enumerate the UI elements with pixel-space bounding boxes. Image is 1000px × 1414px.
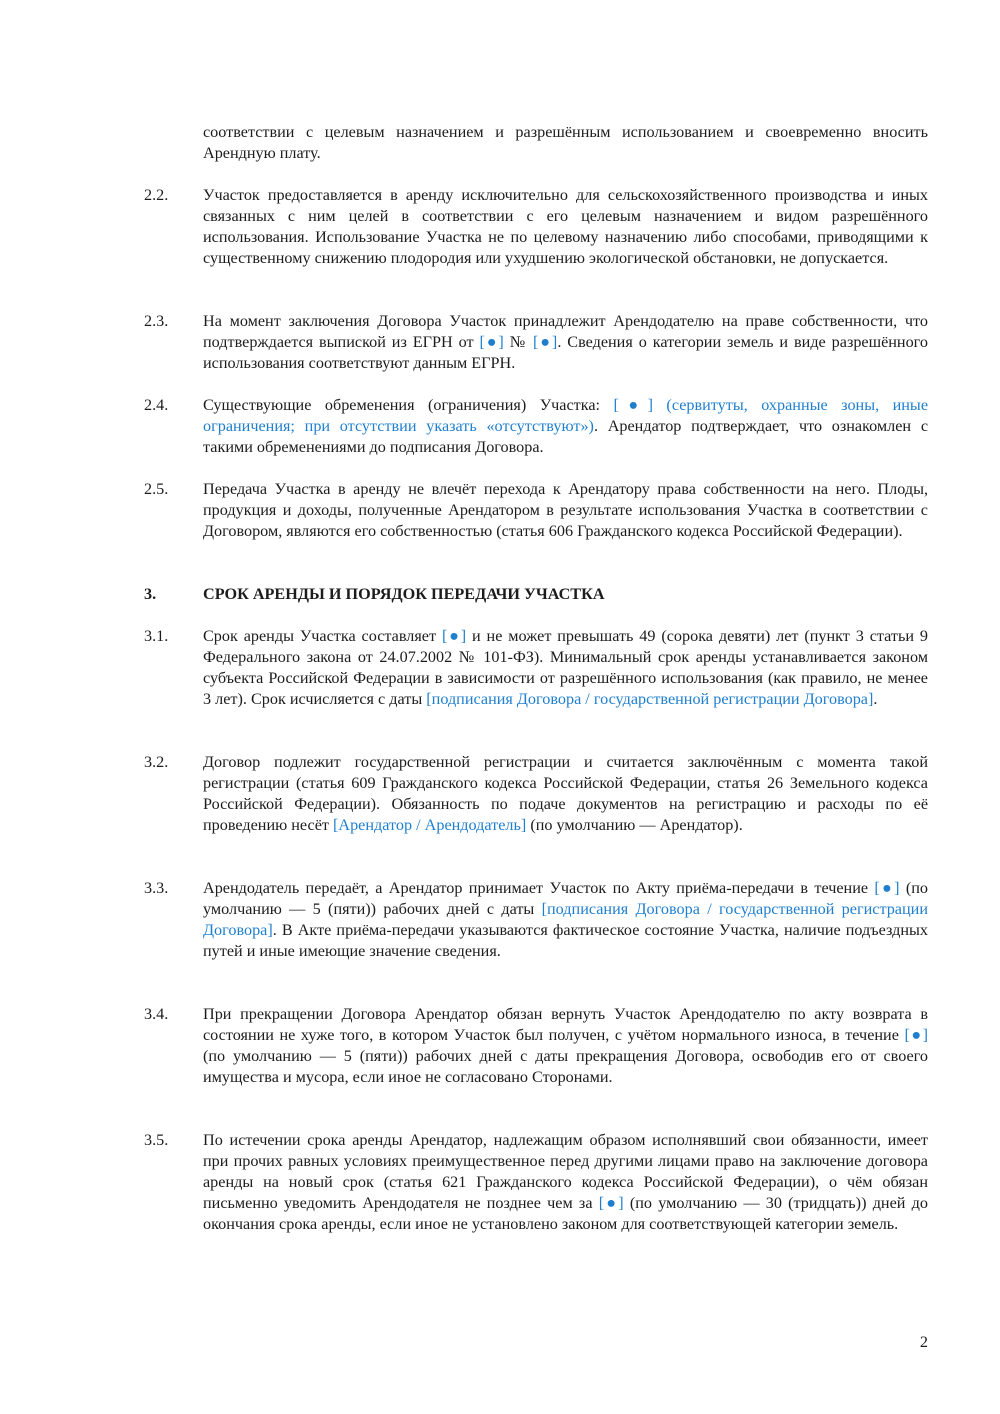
text-run: Участок предоставляется в аренду исключительно для сельскохозяйственного производства и иных связанных с ним целей в соответствии с его целевым назначением и видом разрешённого использования. Использование Участка не по целевому назначению либо способами, приводящими к существенному снижению плодородия или ухудшению экологической обстановки, не допускается. — [203, 186, 928, 267]
text-run: . Сведения о категории земель и виде разрешённого использования соответствуют данным ЕГРН. — [203, 333, 929, 372]
clause-text — [203, 311, 928, 374]
placeholder-field: [●] — [598, 1194, 624, 1212]
clause-text — [203, 122, 928, 164]
clause-number: 3.4. — [144, 1005, 169, 1023]
text-run: (по умолчанию — Арендатор). — [526, 816, 743, 834]
clause-number: 2.4. — [144, 396, 169, 414]
placeholder-field: [подписания Договора / государственной регистрации Договора] — [426, 690, 874, 708]
placeholder-field: [●] (сервитуты, охранные зоны, иные ограничения; при отсутствии указать «отсутствуют») — [203, 396, 928, 435]
placeholder-field: [●] — [479, 333, 504, 351]
text-run: (по умолчанию — 5 (пяти)) рабочих дней с даты прекращения Договора, освободив его от своего имущества и мусора, если иное не согласовано Сторонами. — [203, 1047, 928, 1086]
text-run: (по умолчанию — 30 (тридцать)) дней до окончания срока аренды, если иное не установлено законом для соответствующей категории земель. — [203, 1194, 928, 1233]
clause-number: 3.1. — [144, 627, 169, 645]
placeholder-field: [●] — [874, 879, 900, 897]
clause-number: 3.2. — [144, 753, 169, 771]
clause-text — [203, 1130, 928, 1235]
text-run: . Арендатор подтверждает, что ознакомлен с такими обременениями до подписания Договора. — [203, 417, 928, 456]
text-run: Срок аренды Участка составляет — [203, 627, 442, 645]
placeholder-field: [Арендатор / Арендодатель] — [333, 816, 527, 834]
text-run: По истечении срока аренды Арендатор, надлежащим образом исполнявший свои обязанности, имеет при прочих равных условиях преимущественное перед другими лицами право на заключение договора аренды на новый срок (статья 621 Гражданского кодекса Российской Федерации), о чём обязан письменно уведомить Арендодателя не позднее чем за — [203, 1131, 928, 1212]
clause-text — [203, 395, 928, 458]
section-title: СРОК АРЕНДЫ И ПОРЯДОК ПЕРЕДАЧИ УЧАСТКА — [203, 585, 605, 603]
clause-number: 3.5. — [144, 1131, 169, 1149]
clause-number: 2.3. — [144, 312, 169, 330]
clause-number: 2.5. — [144, 480, 169, 498]
text-run: Передача Участка в аренду не влечёт перехода к Арендатору права собственности на него. Плоды, продукция и доходы, полученные Арендатором в результате использования Участка в соответствии с Договором, являются его собственностью (статья 606 Гражданского кодекса Российской Федерации). — [203, 480, 928, 540]
clause-number: 3.3. — [144, 879, 169, 897]
clause-text — [203, 626, 928, 710]
clause-text — [203, 479, 928, 542]
clause-text — [203, 752, 928, 836]
placeholder-field: [●] — [533, 333, 558, 351]
text-run: На момент заключения Договора Участок принадлежит Арендодателю на праве собственности, что подтверждается выпиской из ЕГРН от — [203, 312, 928, 351]
placeholder-field: [●] — [904, 1026, 928, 1044]
page-number: 2 — [919, 1333, 928, 1351]
placeholder-field: [подписания Договора / государственной регистрации Договора] — [203, 900, 928, 939]
clause-number: 2.2. — [144, 186, 169, 204]
text-run: и не может превышать 49 (сорока девяти) лет (пункт 3 статьи 9 Федерального закона от 24.07.2002 № 101-ФЗ). Минимальный срок аренды устанавливается законом субъекта Российской Федерации в зависимости от разрешённого использования (как правило, не менее 3 лет). Срок исчисляется с даты — [203, 627, 928, 708]
text-run: № — [503, 333, 533, 351]
clause-text — [203, 878, 928, 962]
text-run: Арендодатель передаёт, а Арендатор принимает Участок по Акту приёма-передачи в течение — [203, 879, 875, 897]
clause-text — [203, 1004, 928, 1088]
text-run: При прекращении Договора Арендатор обязан вернуть Участок Арендодателю по акту возврата в состоянии не хуже того, в котором Участок был получен, с учётом нормального износа, в течение — [203, 1005, 928, 1044]
text-run: . — [873, 690, 878, 708]
text-run: Существующие обременения (ограничения) Участка: — [203, 396, 614, 414]
text-run: (по умолчанию — 5 (пяти)) рабочих дней с даты — [203, 879, 928, 918]
clause-text — [203, 185, 928, 269]
text-run: . В Акте приёма-передачи указываются фактическое состояние Участка, наличие подъездных путей и иные имеющие значение сведения. — [203, 921, 928, 960]
placeholder-field: [●] — [441, 627, 467, 645]
text-run: соответствии с целевым назначением и разрешённым использованием и своевременно вносить Арендную плату. — [203, 123, 928, 162]
text-run: Договор подлежит государственной регистрации и считается заключённым с момента такой регистрации (статья 609 Гражданского кодекса Российской Федерации, статья 26 Земельного кодекса Российской Федерации). Обязанность по подаче документов на регистрацию и расходы по её проведению несёт — [203, 753, 928, 834]
section-number: 3. — [144, 585, 157, 603]
